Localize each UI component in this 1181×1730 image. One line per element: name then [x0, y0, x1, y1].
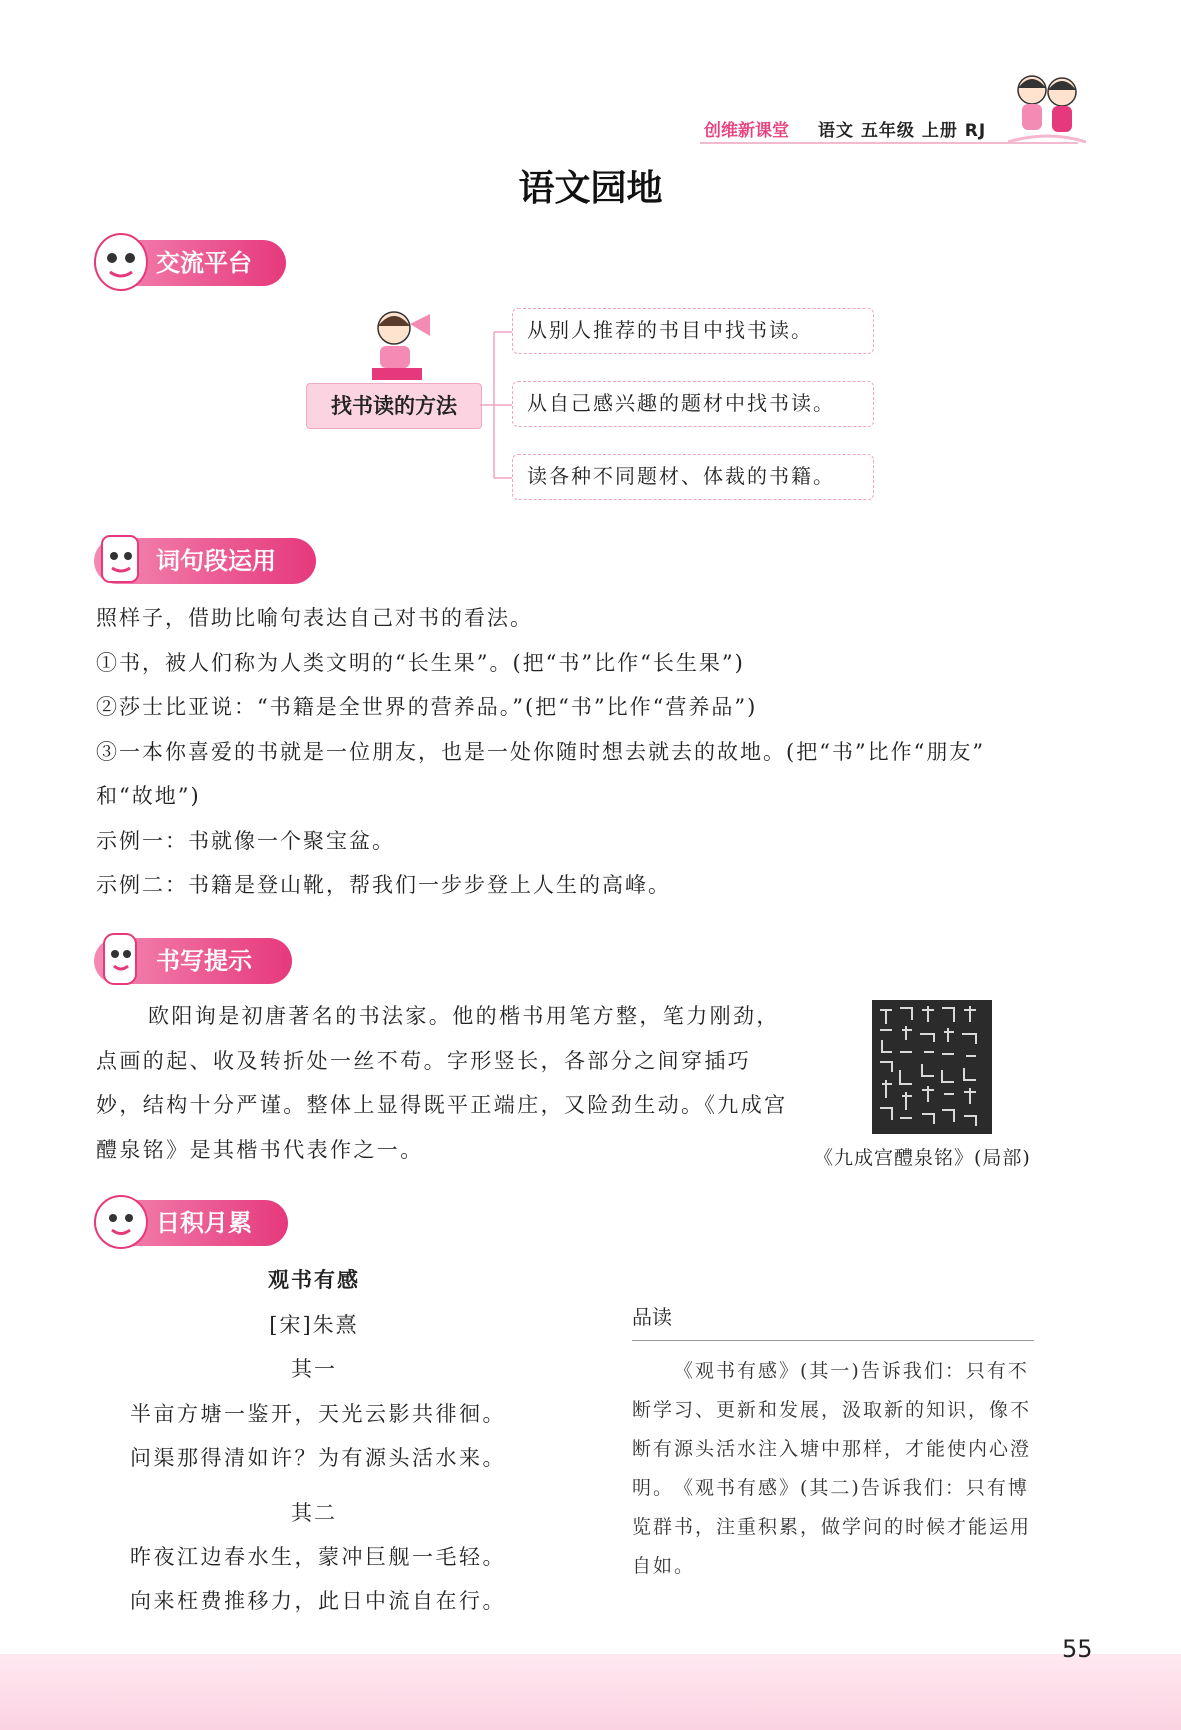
calligraphy-caption: 《九成宫醴泉铭》(局部)	[814, 1147, 1031, 1169]
text-line: 照样子，借助比喻句表达自己对书的看法。	[96, 606, 533, 630]
bottom-decoration-band	[0, 1654, 1181, 1730]
page-title: 语文园地	[518, 168, 663, 209]
text-line: 示例二：书籍是登山靴，帮我们一步步登上人生的高峰。	[96, 873, 671, 897]
pindu-divider	[632, 1340, 1034, 1341]
header-brand: 创维新课堂	[704, 121, 789, 141]
poem-title: 观书有感	[268, 1268, 360, 1292]
method-label-box: 找书读的方法	[306, 383, 482, 429]
poem-author: [宋]朱熹	[269, 1313, 359, 1337]
method-item: 读各种不同题材、体裁的书籍。	[512, 454, 874, 500]
book-mascot-icon	[88, 228, 154, 294]
brush-mascot-icon	[88, 926, 154, 992]
poem-line: 昨夜江边春水生，蒙冲巨舰一毛轻。	[130, 1545, 506, 1569]
text-line: ③一本你喜爱的书就是一位朋友，也是一处你随时想去就去的故地。(把“书”比作“朋友”	[96, 740, 986, 764]
pindu-paragraph: 《观书有感》(其一)告诉我们：只有不断学习、更新和发展，汲取新的知识，像不断有源头活水注入塘中那样，才能使内心澄明。	[632, 1360, 1032, 1499]
section-title: 交流平台	[156, 249, 252, 277]
kids-mascot-icon	[1008, 70, 1086, 148]
section-title: 词句段运用	[156, 547, 276, 575]
girl-reading-icon	[366, 306, 436, 382]
poem-line: 半亩方塘一鉴开，天光云影共徘徊。	[130, 1402, 506, 1426]
pencil-mascot-icon	[88, 526, 154, 592]
section-title: 日积月累	[156, 1209, 252, 1237]
text-line: ②莎士比亚说：“书籍是全世界的营养品。”(把“书”比作“营养品”)	[96, 695, 758, 719]
section-badge-exchange	[94, 240, 286, 286]
page-number: 55	[1062, 1635, 1093, 1663]
poem-line: 向来枉费推移力，此日中流自在行。	[130, 1589, 506, 1613]
pindu-label: 品读	[632, 1305, 672, 1329]
section-title: 书写提示	[156, 947, 252, 975]
mindmap-connector	[480, 300, 514, 500]
poem-part-label: 其二	[291, 1501, 337, 1525]
header-info: 语文 五年级 上册 RJ	[818, 121, 987, 141]
method-item: 从自己感兴趣的题材中找书读。	[512, 381, 874, 427]
method-item: 从别人推荐的书目中找书读。	[512, 308, 874, 354]
pindu-paragraph: 《观书有感》(其二)告诉我们：只有博览群书，注重积累，做学问的时候才能运用自如。	[632, 1477, 1032, 1577]
calligraphy-paragraph: 欧阳询是初唐著名的书法家。他的楷书用笔方整，笔力刚劲，点画的起、收及转折处一丝不苟。字形竖长，各部分之间穿插巧妙，结构十分严谨。整体上显得既平正端庄，又险劲生动。《九成宫醴泉铭》是其楷书代表作之一。	[96, 1004, 788, 1162]
text-line: 和“故地”)	[96, 784, 201, 808]
poem-line: 问渠那得清如许？为有源头活水来。	[130, 1446, 506, 1470]
section-badge-word-usage	[94, 538, 316, 584]
text-line: 示例一：书就像一个聚宝盆。	[96, 829, 395, 853]
section-badge-writing-tips	[94, 938, 292, 984]
poem-part-label: 其一	[291, 1357, 337, 1381]
text-line: ①书，被人们称为人类文明的“长生果”。(把“书”比作“长生果”)	[96, 651, 745, 675]
section-badge-daily-accumulation	[94, 1200, 288, 1246]
calligraphy-rubbing-image	[872, 1000, 992, 1134]
clock-mascot-icon	[88, 1188, 154, 1254]
